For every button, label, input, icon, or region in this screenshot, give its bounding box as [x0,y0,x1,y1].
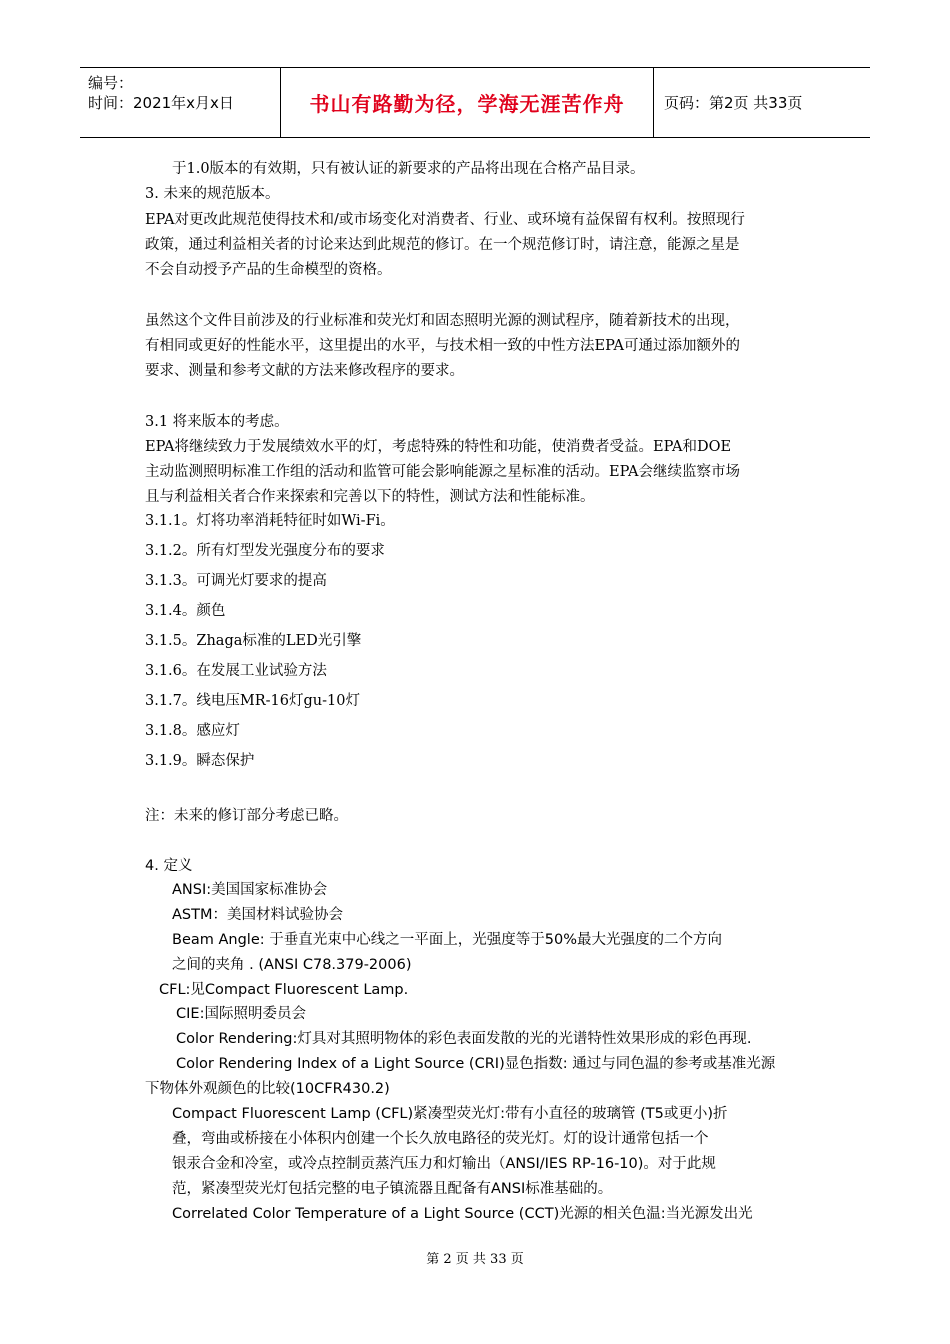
list-item: 3.1.2。所有灯型发光强度分布的要求 [145,543,385,559]
body-line: 政策，通过利益相关者的讨论来达到此规范的修订。在一个规范修订时，请注意，能源之星是 [145,237,740,253]
body-line: EPA对更改此规范使得技术和/或市场变化对消费者、行业、或环境有益保留有权利。按照现行 [145,212,745,228]
date-label: 时间：2021年x月x日 [88,94,234,112]
list-item: 3.1.5。Zhaga标准的LED光引擎 [145,633,362,649]
list-item: 3.1.6。在发展工业试验方法 [145,663,327,679]
body-line: 虽然这个文件目前涉及的行业标准和荧光灯和固态照明光源的测试程序，随着新技术的出现， [145,313,740,329]
definition-line: ASTM：美国材料试验协会 [172,907,343,923]
definition-line: Compact Fluorescent Lamp (CFL)紧凑型荧光灯:带有小直径的玻璃管 (T5或更小)折 [172,1106,728,1122]
page-footer: 第 2 页 共 33 页 [426,1252,524,1267]
body-line: 不会自动授予产品的生命模型的资格。 [145,262,392,278]
list-item: 3.1.1。灯将功率消耗特征时如Wi-Fi。 [145,513,395,529]
header-meta [80,68,281,137]
definition-line: 下物体外观颜色的比较(10CFR430.2) [145,1081,390,1097]
body-line: EPA将继续致力于发展绩效水平的灯，考虑特殊的特性和功能，使消费者受益。EPA和DOE [145,439,732,455]
list-item: 3.1.9。瞬态保护 [145,753,255,769]
body-line: 有相同或更好的性能水平，这里提出的水平，与技术相一致的中性方法EPA可通过添加额外的 [145,338,740,354]
list-item: 3.1.4。颜色 [145,603,226,619]
list-item: 3.1.3。可调光灯要求的提高 [145,573,327,589]
definition-line: Correlated Color Temperature of a Light Source (CCT)光源的相关色温:当光源发出光 [172,1206,753,1222]
definition-line: Color Rendering:灯具对其照明物体的彩色表面发散的光的光谱特性效果形成的彩色再现. [176,1031,752,1047]
page-info: 页码：第2页 共33页 [664,94,803,112]
document-number-label: 编号： [88,74,134,92]
section-heading: 3.1 将来版本的考虑。 [145,414,289,430]
section-heading: 4. 定义 [145,858,193,874]
definition-line: Beam Angle: 于垂直光束中心线之一平面上，光强度等于50%最大光强度的二个方向 [172,932,722,948]
definition-line: Color Rendering Index of a Light Source (CRI)显色指数: 通过与同色温的参考或基准光源 [176,1056,776,1072]
section-heading: 3. 未来的规范版本。 [145,186,280,202]
definition-line: CFL:见Compact Fluorescent Lamp. [159,982,409,998]
page-header [80,67,870,138]
definition-line: 银汞合金和冷室，或冷点控制贡蒸汽压力和灯输出（ANSI/IES RP-16-10)。对于此规 [172,1156,716,1172]
body-line: 主动监测照明标准工作组的活动和监管可能会影响能源之星标准的活动。EPA会继续监察市场 [145,464,740,480]
definition-line: 范，紧凑型荧光灯包括完整的电子镇流器且配备有ANSI标准基础的。 [172,1181,613,1197]
body-line: 于1.0版本的有效期，只有被认证的新要求的产品将出现在合格产品目录。 [172,161,645,177]
list-item: 3.1.7。线电压MR-16灯gu-10灯 [145,693,360,709]
list-item: 3.1.8。感应灯 [145,723,240,739]
definition-line: CIE:国际照明委员会 [176,1006,306,1022]
header-motto-cell [281,68,654,137]
body-line: 且与利益相关者合作来探索和完善以下的特性，测试方法和性能标准。 [145,489,595,505]
definition-line: 叠，弯曲或桥接在小体积内创建一个长久放电路径的荧光灯。灯的设计通常包括一个 [172,1131,709,1147]
motto: 书山有路勤为径，学海无涯苦作舟 [309,92,625,116]
note: 注：未来的修订部分考虑已略。 [145,808,348,824]
definition-line: ANSI:美国国家标准协会 [172,882,328,898]
definition-line: 之间的夹角 . (ANSI C78.379-2006) [172,957,412,973]
body-line: 要求、测量和参考文献的方法来修改程序的要求。 [145,363,464,379]
